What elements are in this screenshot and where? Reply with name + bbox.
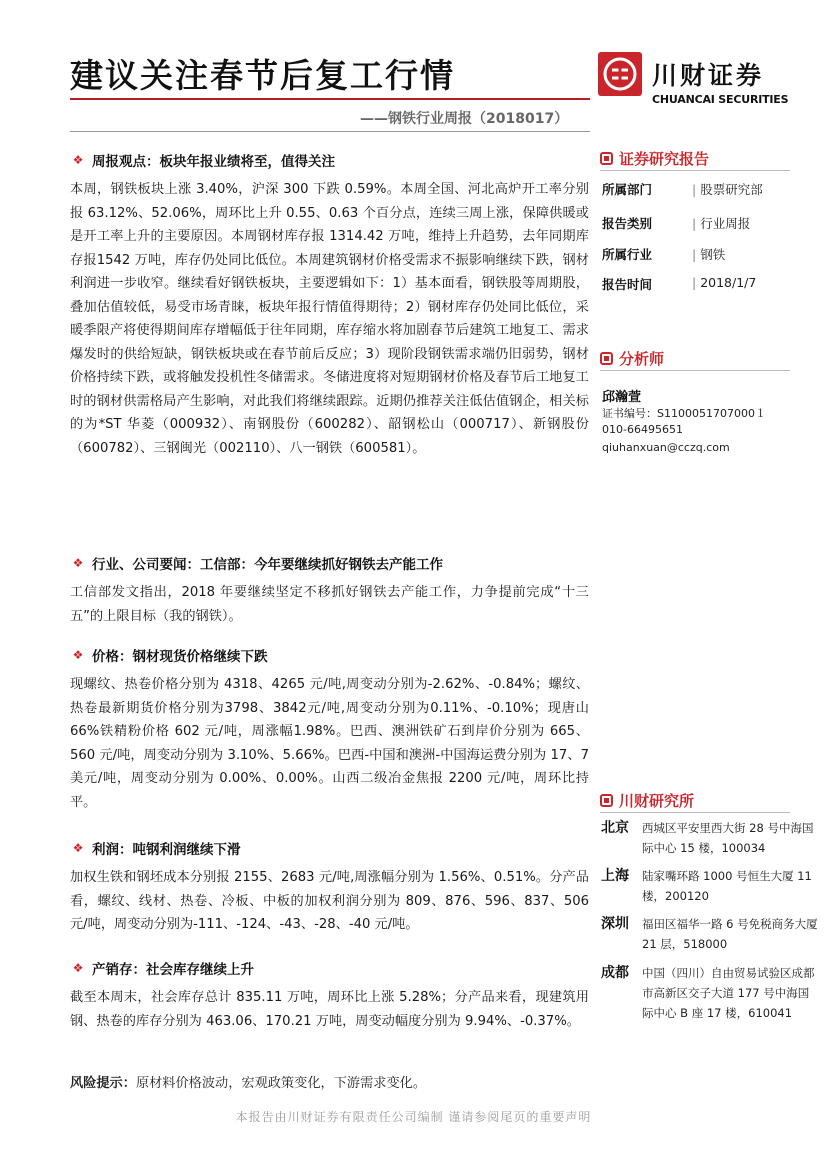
section-heading: ❖ 利润：吨钢利润继续下滑 bbox=[70, 838, 589, 858]
section-icon bbox=[600, 152, 613, 165]
analyst-heading: 分析师 bbox=[600, 348, 664, 369]
section-body: 工信部发文指出，2018 年要继续坚定不移抓好钢铁去产能工作，力争提前完成“十三五”的上限目标（我的钢铁）。 bbox=[70, 585, 589, 624]
risk-label: 风险提示： bbox=[70, 1076, 136, 1091]
diamond-icon: ❖ bbox=[72, 648, 84, 662]
report-title: 建议关注春节后复工行情 bbox=[70, 56, 455, 95]
diamond-icon: ❖ bbox=[72, 961, 84, 975]
section-price bbox=[70, 645, 589, 814]
office-address: 西城区平安里西大街 28 号中海国际中心 15 楼，100034 bbox=[642, 821, 814, 855]
analyst-name: 邱瀚萱 bbox=[602, 390, 642, 405]
info-label: 所属部门 bbox=[602, 182, 653, 197]
section-body: 本周，钢铁板块上涨 3.40%，沪深 300 下跌 0.59%。本周全国、河北高炉开工率分别报 63.12%、52.06%，周环比上升 0.55、0.63 个百分点，连续三周上涨，保障供暖或是开工率上升的主要原因。本周钢材库存报 1314.42 万吨，维持上升趋势，去年同期库存报1542 万吨，库存仍处同比低位。本周建筑钢材价格受需求不振影响继续下跌，钢材利润进一步收窄。继续看好钢铁板块，主要逻辑如下：1）基本面看，钢铁股等周期股，叠加估值较低，易受市场青睐，板块年报行情值得期待；2）钢材库存仍处同比低位，采暖季限产将使得期间库存增幅低于往年同期，库存缩水将加剧春节后建筑工地复工、需求爆发时的供给短缺，钢铁板块或在春节前后反应；3）现阶段钢铁需求端仍旧弱势，钢材价格持续下跌，或将触发投机性冬储需求。冬储进度将对短期钢材价格及春节后工地复工时的钢材供需格局产生影响，对此我们将继续跟踪。近期仍推荐关注低估值钢企，相关标的为*ST 华菱（000932）、南钢股份（600282）、韶钢松山（000717）、新钢股份（600782）、三钢闽光（002110）、八一钢铁（600581）。 bbox=[70, 182, 589, 456]
diamond-icon: ❖ bbox=[72, 556, 84, 570]
section-profit bbox=[70, 838, 589, 937]
analyst-phone: 010-66495651 bbox=[602, 423, 683, 436]
section-heading: ❖ 产销存：社会库存继续上升 bbox=[70, 958, 589, 978]
logo-en: CHUANCAI SECURITIES bbox=[652, 93, 789, 106]
office-city: 成都 bbox=[601, 965, 629, 981]
section-icon bbox=[600, 352, 613, 365]
section-heading: ❖ 行业、公司要闻：工信部：今年要继续抓好钢铁去产能工作 bbox=[70, 553, 589, 573]
section-heading: ❖ 价格：钢材现货价格继续下跌 bbox=[70, 645, 589, 665]
section-view bbox=[70, 150, 589, 460]
risk-text: 原材料价格波动，宏观政策变化，下游需求变化。 bbox=[135, 1076, 427, 1091]
section-icon bbox=[600, 794, 613, 807]
info-value: | 2018/1/7 bbox=[692, 275, 756, 290]
section-body: 加权生铁和钢坯成本分别报 2155、2683 元/吨,周涨幅分别为 1.56%、0.51%。分产品看，螺纹、线材、热卷、冷板、中板的加权利润分别为 809、876、596、837、506 元/吨，周变动分别为-111、-124、-43、-28、-40 元/吨。 bbox=[70, 870, 589, 932]
office-address: 陆家嘴环路 1000 号恒生大厦 11 楼，200120 bbox=[642, 869, 812, 903]
report-type-heading: 证券研究报告 bbox=[600, 148, 709, 169]
office-city: 北京 bbox=[601, 820, 629, 836]
section-body: 截至本周末，社会库存总计 835.11 万吨，周环比上涨 5.28%；分产品来看，现建筑用钢、热卷的库存分别为 463.06、170.21 万吨，周变动幅度分别为 9.94%、-0.37%。 bbox=[70, 990, 589, 1029]
section-inventory bbox=[70, 958, 589, 1033]
section-news bbox=[70, 553, 589, 628]
section-body: 现螺纹、热卷价格分别为 4318、4265 元/吨,周变动分别为-2.62%、-0.84%；螺纹、热卷最新期货价格分别为3798、3842元/吨,周变动分别为0.11%、-0.10%；现唐山 66%铁精粉价格 602 元/吨，周涨幅1.98%。巴西、澳洲铁矿石到岸价分别为 665、560 元/吨，周变动分别为 3.10%、5.66%。巴西-中国和澳洲-中国海运费分别为 17、7 美元/吨，周变动分别为 0.00%、0.00%。山西二级冶金焦报 2200 元/吨，周环比持平。 bbox=[70, 677, 589, 810]
divider bbox=[600, 812, 790, 813]
institute-heading: 川财研究所 bbox=[600, 790, 694, 811]
logo-icon bbox=[598, 52, 642, 96]
logo-name: 川财证券 bbox=[652, 61, 765, 90]
info-value: | 行业周报 bbox=[692, 214, 750, 232]
info-label: 报告时间 bbox=[602, 277, 653, 292]
footer-disclaimer: 本报告由川财证券有限责任公司编制 谨请参阅尾页的重要声明 bbox=[235, 1110, 592, 1124]
section-heading: ❖ 周报观点：板块年报业绩将至，值得关注 bbox=[70, 150, 589, 170]
divider bbox=[600, 170, 790, 171]
office-city: 上海 bbox=[601, 868, 629, 884]
analyst-email[interactable]: qiuhanxuan@cczq.com bbox=[602, 441, 730, 454]
subtitle-divider bbox=[70, 131, 590, 132]
info-value: | 股票研究部 bbox=[692, 180, 763, 198]
report-subtitle: ——钢铁行业周报（2018017） bbox=[360, 111, 569, 127]
risk-warning bbox=[70, 1072, 589, 1091]
title-divider bbox=[70, 98, 590, 100]
info-label: 所属行业 bbox=[602, 247, 653, 262]
divider bbox=[600, 370, 790, 371]
diamond-icon: ❖ bbox=[72, 153, 84, 167]
office-address: 中国（四川）自由贸易试验区成都市高新区交子大道 177 号中海国际中心 B 座 17 楼，610041 bbox=[642, 966, 815, 1020]
info-value: | 钢铁 bbox=[692, 245, 725, 263]
info-label: 报告类别 bbox=[602, 216, 653, 231]
diamond-icon: ❖ bbox=[72, 841, 84, 855]
office-city: 深圳 bbox=[601, 916, 629, 932]
analyst-cert: 证书编号：S1100051707000１ bbox=[602, 407, 766, 420]
office-address: 福田区福华一路 6 号免税商务大厦 21 层，518000 bbox=[642, 917, 818, 951]
